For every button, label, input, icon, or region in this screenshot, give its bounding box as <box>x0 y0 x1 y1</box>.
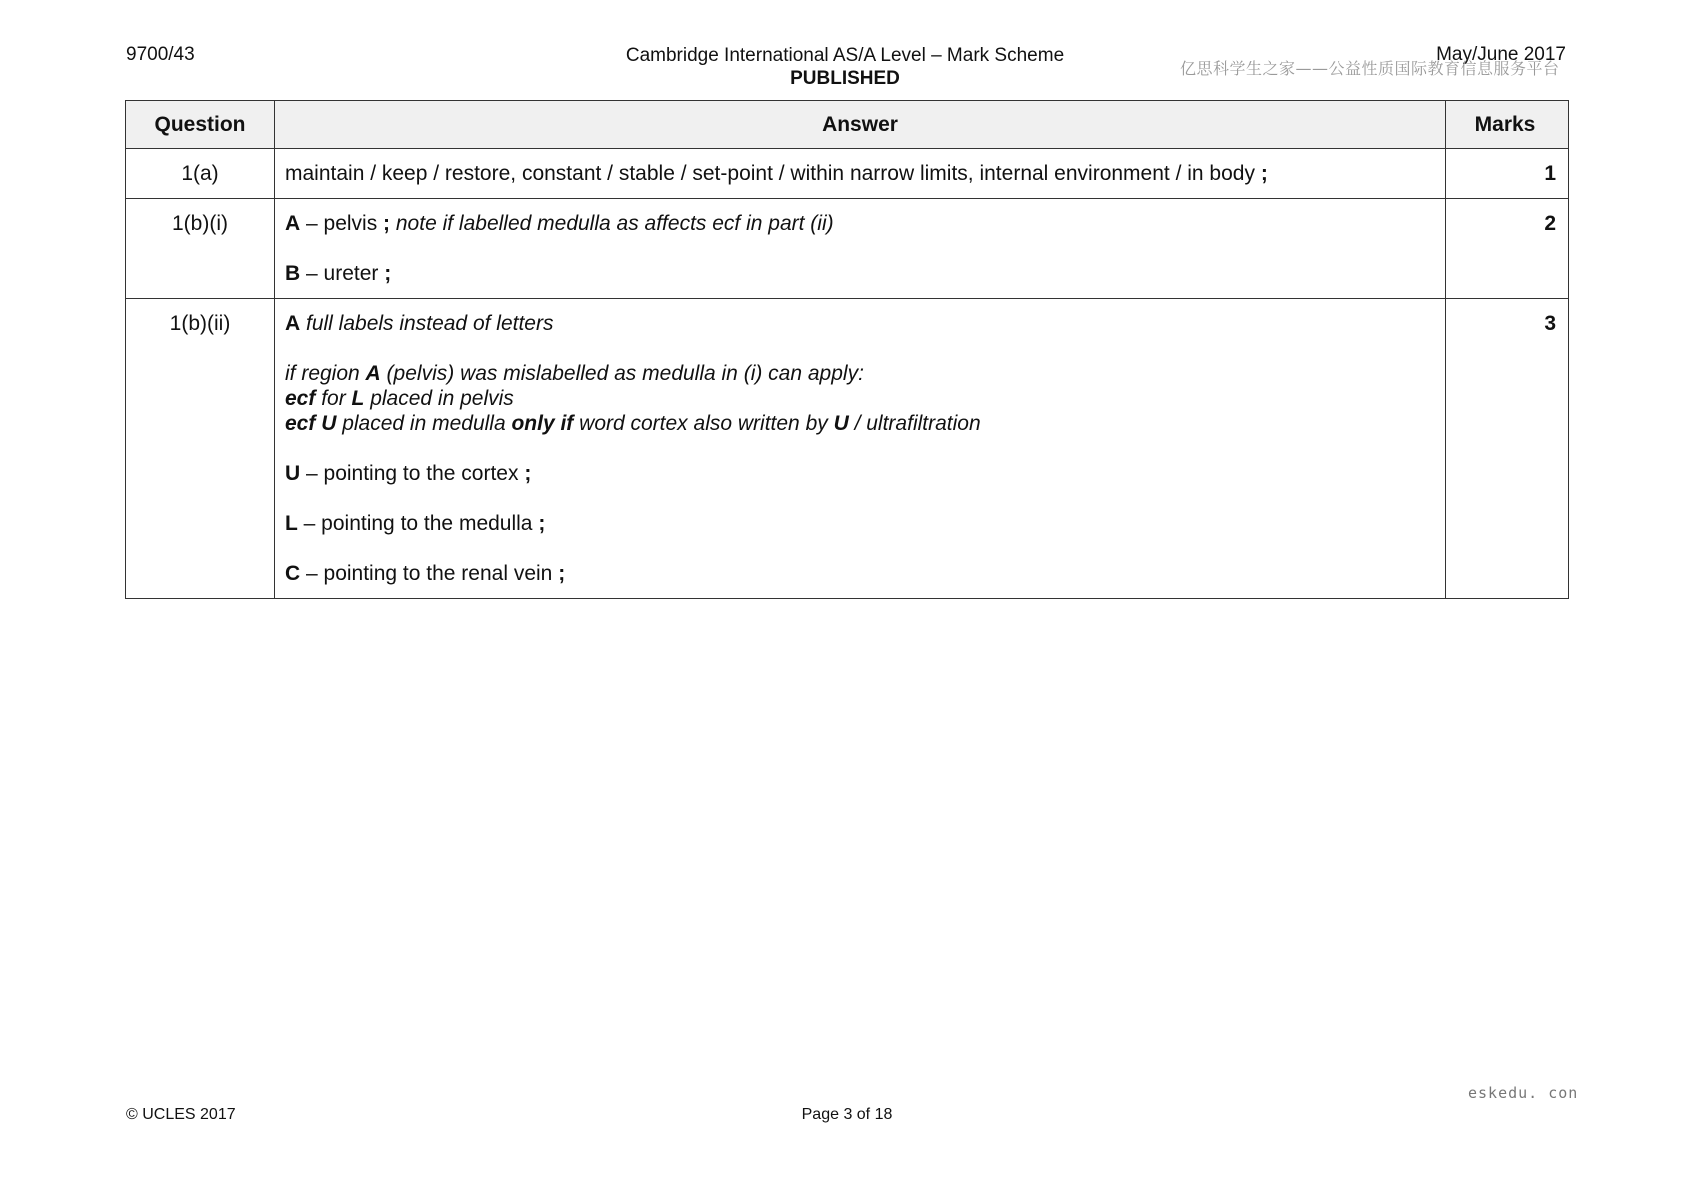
answer-line <box>285 511 1435 536</box>
note-text: for <box>315 387 352 410</box>
answer-text: – ureter <box>300 262 385 285</box>
accept-text: full labels instead of letters <box>300 312 554 335</box>
condition-text: only if <box>511 412 574 435</box>
table-row <box>126 299 1569 599</box>
question-number: 1(b)(ii) <box>126 299 275 599</box>
question-number: 1(b)(i) <box>126 199 275 299</box>
marks-value: 2 <box>1446 199 1569 299</box>
column-header-answer: Answer <box>275 101 1446 149</box>
ecf-label: ecf <box>285 412 316 435</box>
examiner-note: note if labelled medulla as affects ecf in part (ii) <box>390 212 834 235</box>
answer-text: – pointing to the renal vein <box>300 562 559 585</box>
table-header-row <box>126 101 1569 149</box>
mark-point-separator: ; <box>538 512 546 535</box>
ecf-note <box>285 411 1435 436</box>
answer-text: – pelvis <box>300 212 384 235</box>
label-letter: A <box>365 362 381 385</box>
table-row <box>126 199 1569 299</box>
note-text: if region <box>285 362 366 385</box>
answer-line <box>285 561 1435 586</box>
accept-note <box>285 311 1435 336</box>
note-text: (pelvis) was mislabelled as medulla in (i) can apply: <box>380 362 864 385</box>
answer-cell <box>275 149 1446 199</box>
answer-text: – pointing to the cortex <box>300 462 525 485</box>
answer-cell <box>275 299 1446 599</box>
mark-point-separator: ; <box>383 212 391 235</box>
site-watermark: eskedu. con <box>1468 1084 1579 1102</box>
column-header-marks: Marks <box>1446 101 1569 149</box>
mark-point-separator: ; <box>1260 162 1268 185</box>
marks-value: 1 <box>1446 149 1569 199</box>
answer-line <box>285 211 1435 236</box>
label-letter: A <box>285 312 301 335</box>
mark-point-separator: ; <box>558 562 566 585</box>
label-letter: C <box>285 562 301 585</box>
note-text: placed in pelvis <box>364 387 514 410</box>
label-letter: U <box>833 412 849 435</box>
label-letter: L <box>351 387 365 410</box>
table-row <box>126 149 1569 199</box>
answer-text: – pointing to the medulla <box>297 512 539 535</box>
label-letter: B <box>285 262 301 285</box>
mark-point-separator: ; <box>384 262 392 285</box>
ecf-label: ecf <box>285 387 316 410</box>
ecf-note <box>285 361 1435 386</box>
answer-text: maintain / keep / restore, constant / stable / set-point / within narrow limits, internal environment / in body <box>285 162 1255 185</box>
page-number: Page 3 of 18 <box>801 1106 893 1123</box>
marks-value: 3 <box>1446 299 1569 599</box>
exam-session: May/June 2017 <box>1436 44 1566 65</box>
label-letter: A <box>285 212 301 235</box>
watermark-text: 亿思科学生之家——公益性质国际教育信息服务平台 <box>1180 59 1560 78</box>
mark-scheme-table <box>125 100 1569 599</box>
header-status: PUBLISHED <box>790 68 900 89</box>
note-text: placed in medulla <box>336 412 512 435</box>
label-letter: U <box>315 412 337 435</box>
note-text: / ultrafiltration <box>848 412 981 435</box>
label-letter: U <box>285 462 301 485</box>
label-letter: L <box>285 512 298 535</box>
mark-point-separator: ; <box>524 462 532 485</box>
paper-code: 9700/43 <box>126 44 195 65</box>
answer-line <box>285 261 1435 286</box>
answer-line <box>285 461 1435 486</box>
column-header-question: Question <box>126 101 275 149</box>
ecf-note <box>285 386 1435 411</box>
note-text: word cortex also written by <box>573 412 834 435</box>
header-title: Cambridge International AS/A Level – Mark Scheme <box>625 45 1065 66</box>
question-number: 1(a) <box>126 149 275 199</box>
answer-cell <box>275 199 1446 299</box>
copyright: © UCLES 2017 <box>126 1106 236 1123</box>
